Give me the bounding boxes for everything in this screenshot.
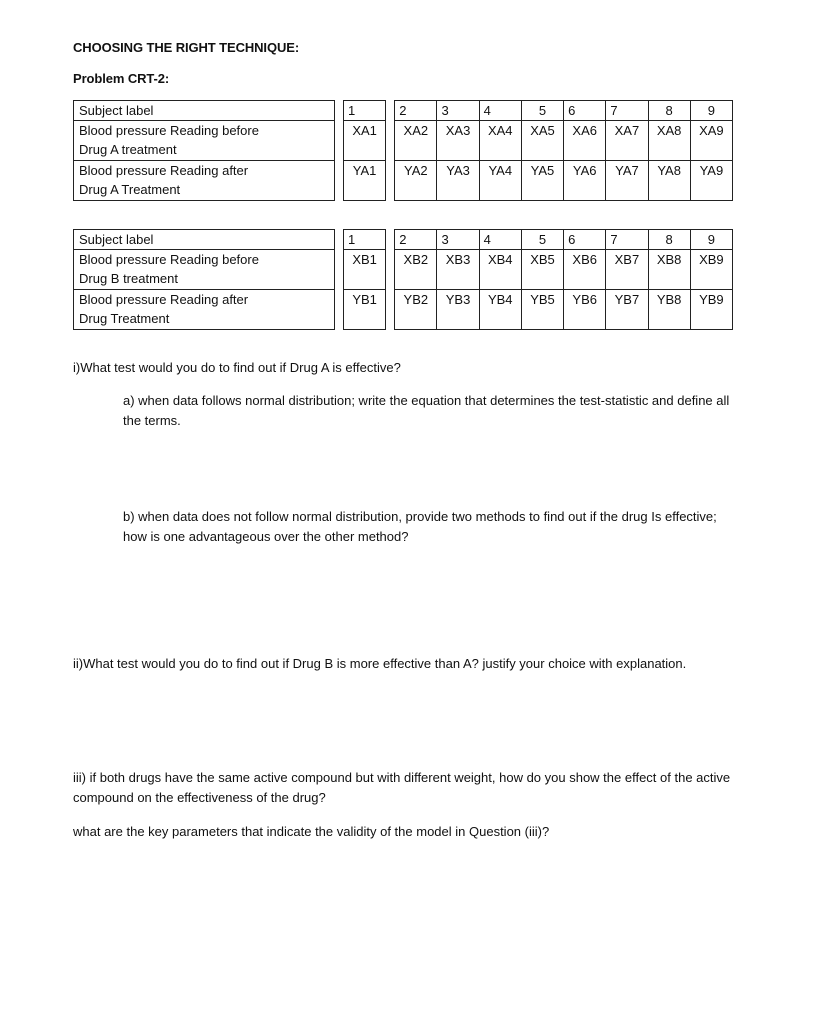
table-cell: 4 — [479, 101, 521, 121]
table-cell: 2 — [395, 230, 437, 250]
row-label: Blood pressure Reading after Drug A Treatment — [74, 161, 335, 201]
table-cell: YB3 — [437, 290, 479, 330]
table-cell: YA4 — [479, 161, 521, 201]
table-row — [74, 161, 733, 201]
table-cell: XB2 — [395, 250, 437, 290]
table-cell: XA7 — [606, 121, 648, 161]
table-cell: XA8 — [648, 121, 690, 161]
table-cell: XB5 — [521, 250, 563, 290]
question-3: iii) if both drugs have the same active compound but with different weight, how do you show the effect of the active compound on the effectiveness of the drug? — [73, 770, 731, 805]
table-cell: YA8 — [648, 161, 690, 201]
table-cell: 1 — [344, 230, 386, 250]
table-cell: 5 — [521, 230, 563, 250]
table-cell: YB7 — [606, 290, 648, 330]
row-label: Blood pressure Reading before Drug B treatment — [74, 250, 335, 290]
problem-label: Problem CRT-2: — [73, 71, 170, 86]
table-cell: 6 — [564, 101, 606, 121]
table-cell: YA1 — [344, 161, 386, 201]
table-cell: 5 — [521, 101, 563, 121]
question-2: ii)What test would you do to find out if Drug B is more effective than A? justify your choice with explanation. — [73, 656, 687, 671]
table-cell: XB9 — [690, 250, 732, 290]
table-cell: 2 — [395, 101, 437, 121]
table-cell: YA7 — [606, 161, 648, 201]
table-cell: YA6 — [564, 161, 606, 201]
drug-a-table — [73, 100, 733, 201]
table-cell: XA4 — [479, 121, 521, 161]
question-1: i)What test would you do to find out if Drug A is effective? — [73, 360, 401, 375]
table-cell: YB1 — [344, 290, 386, 330]
table-cell: 7 — [606, 101, 648, 121]
table-cell: 3 — [437, 230, 479, 250]
row-label: Subject label — [74, 230, 335, 250]
table-cell: 4 — [479, 230, 521, 250]
table-cell: XA6 — [564, 121, 606, 161]
question-1a: a) when data follows normal distribution; write the equation that determines the test-statistic and define all the terms. — [123, 393, 730, 428]
table-row — [74, 121, 733, 161]
row-label: Blood pressure Reading before Drug A treatment — [74, 121, 335, 161]
table-cell: YB9 — [690, 290, 732, 330]
table-cell: 8 — [648, 101, 690, 121]
table-cell: YB4 — [479, 290, 521, 330]
table-cell: YB6 — [564, 290, 606, 330]
table-cell: XB8 — [648, 250, 690, 290]
table-cell: 9 — [690, 101, 732, 121]
table-row — [74, 250, 733, 290]
table-cell: YA9 — [690, 161, 732, 201]
table-cell: YB5 — [521, 290, 563, 330]
table-cell: 1 — [344, 101, 386, 121]
question-3-followup: what are the key parameters that indicate the validity of the model in Question (iii)? — [73, 824, 550, 839]
row-label: Subject label — [74, 101, 335, 121]
row-label: Blood pressure Reading after Drug Treatment — [74, 290, 335, 330]
table-cell: XA5 — [521, 121, 563, 161]
table-cell: YB2 — [395, 290, 437, 330]
question-1b: b) when data does not follow normal distribution, provide two methods to find out if the drug Is effective; how is one advantageous over the other method? — [123, 509, 717, 544]
table-cell: XA1 — [344, 121, 386, 161]
table-cell: XB7 — [606, 250, 648, 290]
table-cell: XB1 — [344, 250, 386, 290]
table-cell: XB4 — [479, 250, 521, 290]
table-cell: 7 — [606, 230, 648, 250]
table-cell: XA9 — [690, 121, 732, 161]
table-cell: XB6 — [564, 250, 606, 290]
table-cell: XB3 — [437, 250, 479, 290]
table-cell: XA3 — [437, 121, 479, 161]
table-cell: YA5 — [521, 161, 563, 201]
page-title: CHOOSING THE RIGHT TECHNIQUE: — [73, 40, 300, 55]
table-row — [74, 290, 733, 330]
drug-b-table — [73, 229, 733, 330]
table-cell: 3 — [437, 101, 479, 121]
table-row — [74, 101, 733, 121]
table-cell: YA3 — [437, 161, 479, 201]
table-cell: 6 — [564, 230, 606, 250]
table-cell: 8 — [648, 230, 690, 250]
table-row — [74, 230, 733, 250]
table-cell: YA2 — [395, 161, 437, 201]
table-cell: 9 — [690, 230, 732, 250]
table-cell: XA2 — [395, 121, 437, 161]
table-cell: YB8 — [648, 290, 690, 330]
